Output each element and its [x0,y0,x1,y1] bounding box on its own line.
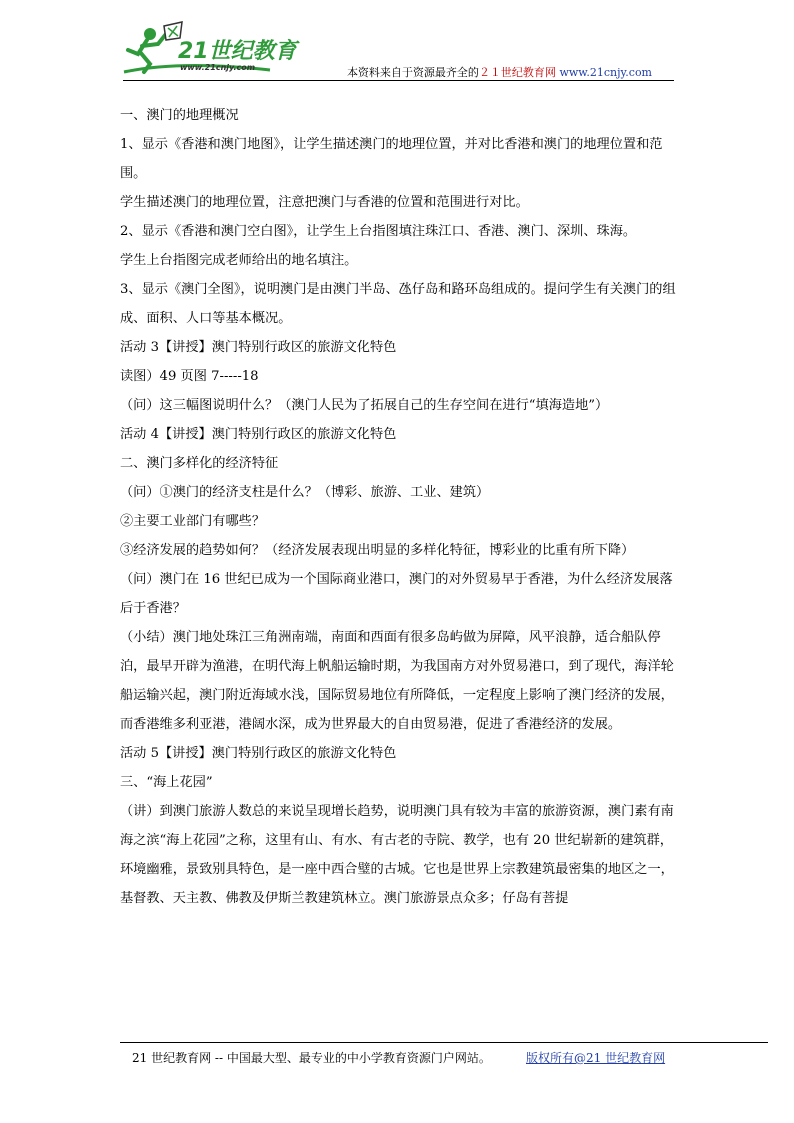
paragraph: （问）这三幅图说明什么？（澳门人民为了拓展自己的生存空间在进行“填海造地”） [120,398,609,413]
footer-divider [120,1042,768,1043]
footer-rights-link[interactable]: 版权所有@21 世纪教育网 [526,1051,666,1065]
activity-heading: 活动 4【讲授】澳门特别行政区的旅游文化特色 [120,427,397,442]
paragraph: （小结）澳门地处珠江三角洲南端，南面和西面有很多岛屿做为屏障，风平浪静，适合船队停泊，最早开辟为渔港，在明代海上帆船运输时期，为我国南方对外贸易港口，到了现代，海洋轮船运输兴起，澳门附近海域水浅，国际贸易地位有所降低，一定程度上影响了澳门经济的发展，而香港维多利亚港，港阔水深，成为世界最大的自由贸易港，促进了香港经济的发展。 [120,630,674,732]
paragraph: 3、显示《澳门全图》，说明澳门是由澳门半岛、氹仔岛和路环岛组成的。提问学生有关澳门的组成、面积、人口等基本概况。 [120,282,676,326]
paragraph: 2、显示《香港和澳门空白图》，让学生上台指图填注珠江口、香港、澳门、深圳、珠海。 [120,224,637,239]
activity-heading: 活动 3【讲授】澳门特别行政区的旅游文化特色 [120,340,397,355]
paragraph: 学生上台指图完成老师给出的地名填注。 [120,253,358,268]
source-site[interactable]: ２１世纪教育网 [478,66,556,79]
source-url[interactable]: www.21cnjy.com [559,66,652,79]
paragraph: （问）①澳门的经济支柱是什么？（博彩、旅游、工业、建筑） [120,485,490,500]
header-source-line [347,64,652,80]
paragraph: 读图）49 页图 7-----18 [120,369,259,384]
paragraph: （讲）到澳门旅游人数总的来说呈现增长趋势，说明澳门具有较为丰富的旅游资源，澳门素有南海之滨“海上花园”之称，这里有山、有水、有古老的寺院、教学，也有 20 世纪崭新的建筑群，环境幽雅，景致别具特色，是一座中西合璧的古城。它也是世界上宗教建筑最密集的地区之一，基督教、天主教、佛教及伊斯兰教建筑林立。澳门旅游景点众多；仔岛有菩提 [120,804,674,906]
activity-heading: 活动 5【讲授】澳门特别行政区的旅游文化特色 [120,746,397,761]
logo-url: www.21cnjy.com [180,63,256,72]
paragraph: 学生描述澳门的地理位置，注意把澳门与香港的位置和范围进行对比。 [120,195,529,210]
header-divider [123,80,674,81]
paragraph: （问）澳门在 16 世纪已成为一个国际商业港口，澳门的对外贸易早于香港，为什么经济发展落后于香港？ [120,572,673,616]
section-heading: 一、澳门的地理概况 [120,108,239,123]
document-body [120,101,676,913]
paragraph: ③经济发展的趋势如何？（经济发展表现出明显的多样化特征，博彩业的比重有所下降） [120,543,635,558]
logo-text: 21世纪教育 [178,39,297,64]
page-header [120,20,674,80]
footer-text: 21 世纪教育网 -- 中国最大型、最专业的中小学教育资源门户网站。 [132,1051,491,1065]
page-footer [132,1049,666,1066]
section-heading: 二、澳门多样化的经济特征 [120,456,279,471]
source-prefix: 本资料来自于资源最齐全的 [346,66,479,79]
site-logo [120,20,320,78]
paragraph: ②主要工业部门有哪些？ [120,514,266,529]
paragraph: 1、显示《香港和澳门地图》，让学生描述澳门的地理位置，并对比香港和澳门的地理位置和范围。 [120,137,663,181]
section-heading: 三、“海上花园” [120,775,213,790]
